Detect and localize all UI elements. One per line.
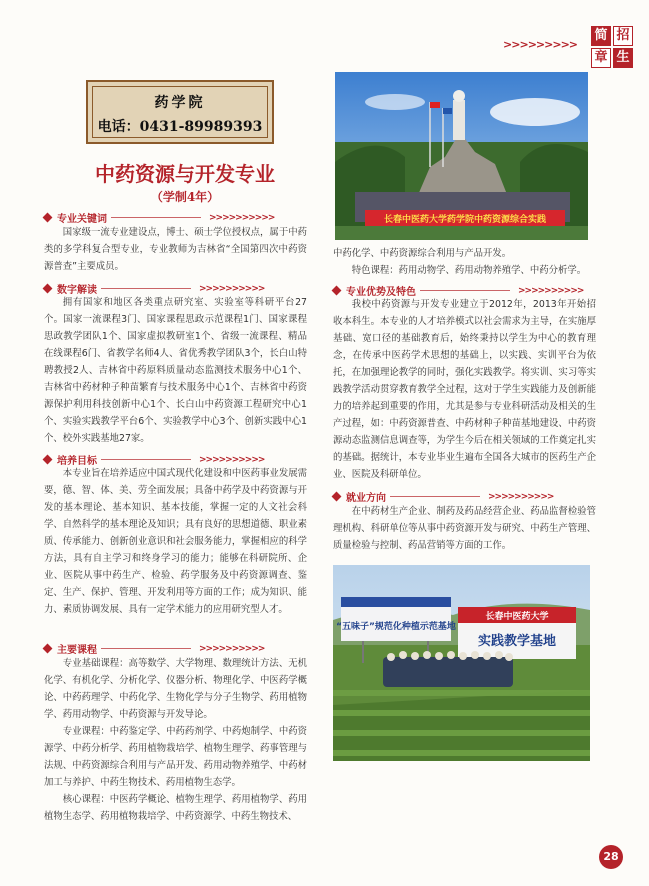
practice-base-photo [333, 565, 590, 761]
courses-text-continued [333, 245, 596, 279]
digits-text: 拥有国家和地区各类重点研究室、实验室等科研平台27个。国家一流课程3门、国家课程思政示范课程1门、国家课程思政教学团队1个、国家虚拟教研室1个、省级一流课程、精品在线课程6门、省教学名师4人、省优秀教学团队3个，长白山特聘教授2人、吉林省中药原料质量动态监测技术服务中心1个、吉林省中药材种子种苗繁育与技术服务中心1个、吉林省中药资源保护利用科技创新中心1个、长白山中药资源工程研究中心1个、实验实践教学平台6个、实验教学中心3个、创新实践中心1个、校外实践基地27家。 [44, 297, 307, 444]
sign-right-text: 实践教学基地 [477, 634, 557, 649]
advantages-text: 我校中药资源与开发专业建立于2012年，2013年开始招收本科生。本专业的人才培养模式以社会需求为主导，在实施厚基础、宽口径的基础教育后，始终秉持以学生为中心的教育理念，在传承中医药学术思想的基础上，以实践、实训平台为依托，在加强理论教学的同时，强化实践教学。将实训、实习等实践教学活动贯穿教育教学全过程，这对于学生实践能力及创新能力的培养起到重要的作用，尤其是参与专业科研活动及相关的生产过程，如：中药资源普查、中药材种子种苗基地建设、中药资源动态监测信息调查等，为学生今后在相关领域的工作奠定扎实的基础。据统计，本专业毕业生遍布全国各大城市的医药生产企业、医院及科研单位。 [333, 299, 596, 480]
college-name: 药学院 [154, 95, 206, 111]
heading-text: 数字解读 [57, 285, 97, 296]
heading-arrows: >>>>>>>>>> [518, 285, 584, 296]
diamond-bullet-icon [43, 644, 53, 654]
page-number: 28 [599, 845, 623, 869]
core-courses-continued: 中药化学、中药资源综合利用与产品开发。 [333, 248, 512, 259]
heading-arrows: >>>>>>>>>> [209, 212, 275, 223]
divider [101, 459, 191, 460]
diamond-bullet-icon [332, 492, 342, 502]
career-text: 在中药材生产企业、制药及药品经营企业、药品监督检验管理机构、科研单位等从事中药资源开发与研究、中药生产管理、质量检验与控制、药品营销等方面的工作。 [333, 506, 596, 551]
stamp-char-2: 生 [613, 48, 633, 68]
header-arrows: >>>>>>>>> [503, 38, 577, 51]
sign-right-school: 长春中医药大学 [485, 612, 549, 622]
heading-arrows: >>>>>>>>>> [199, 454, 265, 465]
major-courses: 专业课程：中药鉴定学、中药药剂学、中药炮制学、中药资源学、中药分析学、药用植物栽培学、植物生理学、药事管理与法规、中药资源综合利用与产品开发、药用动物养殖学、中药材加工与养护、中药生物技术、药用植物生态学。 [44, 726, 307, 788]
basic-courses: 专业基础课程：高等数学、大学物理、数理统计方法、无机化学、有机化学、分析化学、仪器分析、物理化学、中医药学概论、中药药理学、中药化学、生物化学与分子生物学、药用植物学、药用动物学、中药资源与开发导论。 [44, 658, 307, 720]
divider [420, 290, 510, 291]
heading-text: 专业优势及特色 [346, 287, 416, 298]
heading-text: 就业方向 [346, 493, 386, 504]
divider [111, 217, 201, 218]
diamond-bullet-icon [332, 286, 342, 296]
goals-text: 本专业旨在培养适应中国式现代化建设和中医药事业发展需要，德、智、体、美、劳全面发展；具备中药学及中药资源与开发的基本理论、基本知识、基本技能，掌握一定的人文社会科学、自然科学的基本理论及知识；具有良好的思想道德、职业素质、传承能力、创新创业意识和社会服务能力，掌握相应的科学方法，具有自主学习和终身学习的能力；能够在科研院所、企业、医院从事中药生产、检验、药学服务及中药资源调查、鉴定、生产、保护、管理、开发利用等方面的工作；成为知识、能力、素质协调发展、具有一定学术能力的应用研究型人才。 [44, 468, 307, 615]
heading-arrows: >>>>>>>>>> [199, 643, 265, 654]
college-info-box [86, 80, 274, 144]
banner-text: 长春中医药大学药学院中药资源综合实践 [383, 215, 547, 225]
diamond-bullet-icon [43, 455, 53, 465]
section-heading-career [333, 489, 553, 504]
stamp-char-3: 章 [591, 48, 611, 68]
diamond-bullet-icon [43, 213, 53, 223]
keywords-text: 国家级一流专业建设点，博士、硕士学位授权点，属于中药类的多学科复合型专业，专业教师为吉林省“全国第四次中药资源普查”主要成员。 [44, 227, 307, 272]
divider [101, 648, 191, 649]
divider [390, 496, 480, 497]
diamond-bullet-icon [43, 284, 53, 294]
core-courses: 核心课程：中医药学概论、植物生理学、药用植物学、药用植物生态学、药用植物栽培学、中药资源学、中药生物技术、 [44, 794, 307, 822]
heading-arrows: >>>>>>>>>> [199, 283, 265, 294]
section-heading-courses [44, 641, 264, 656]
major-years: （学制4年） [150, 190, 220, 204]
stamp-char-0: 招 [613, 26, 633, 46]
major-title: 中药资源与开发专业 [95, 162, 275, 186]
heading-text: 专业关键词 [57, 214, 107, 225]
heading-text: 主要课程 [57, 645, 97, 656]
section-heading-keywords [44, 210, 274, 225]
enrollment-guide-stamp [591, 26, 635, 70]
divider [101, 288, 191, 289]
field-trip-photo [335, 72, 588, 240]
sign-left-text: “五味子”规范化种植示范基地 [336, 622, 456, 632]
heading-text: 培养目标 [57, 456, 97, 467]
stamp-char-1: 简 [591, 26, 611, 46]
heading-arrows: >>>>>>>>>> [488, 491, 554, 502]
college-phone: 电话：0431-89989393 [97, 119, 263, 135]
courses-text [44, 655, 307, 825]
feature-courses: 特色课程：药用动物学、药用动物养殖学、中药分析学。 [351, 265, 587, 276]
